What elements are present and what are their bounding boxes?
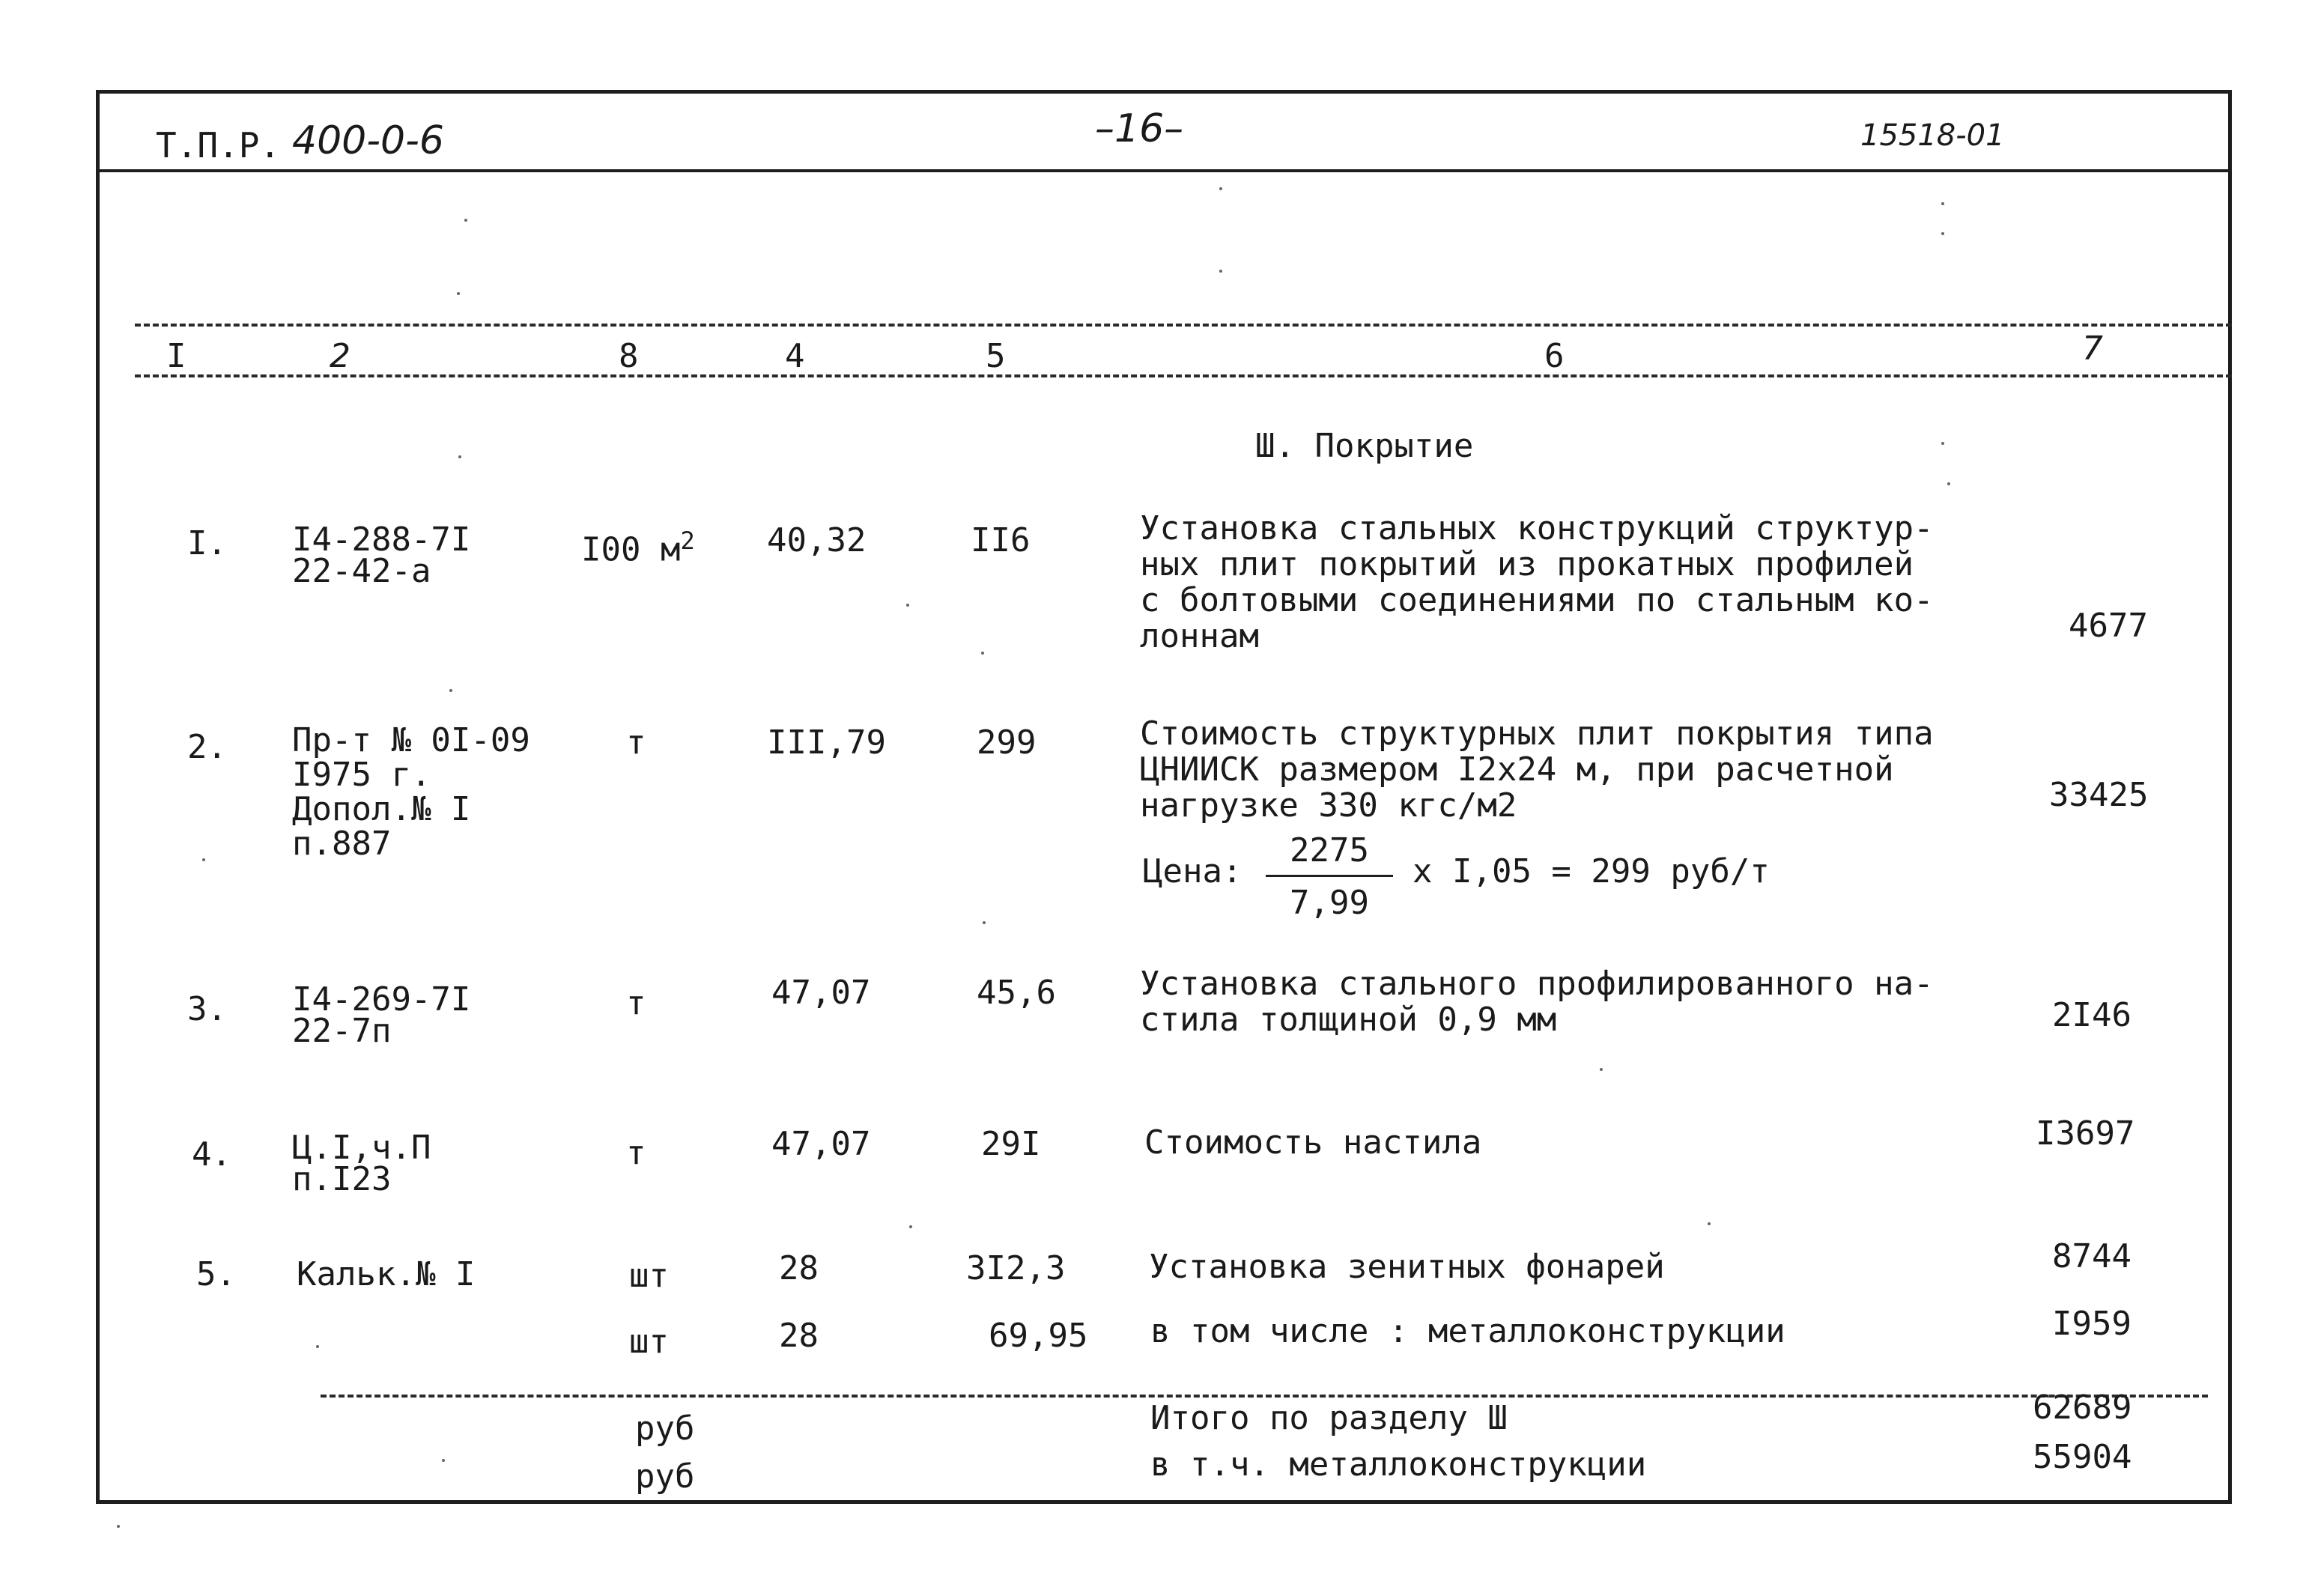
scan-speck — [1219, 270, 1222, 273]
column-number-2: 2 — [330, 337, 351, 375]
scan-speck — [909, 1225, 912, 1228]
column-number-3: 8 — [619, 337, 639, 375]
row-2-price: 299 — [977, 723, 1037, 762]
price-formula-denominator: 7,99 — [1290, 884, 1369, 922]
column-header-bottom-rule — [135, 374, 2232, 377]
row-5-code: Кальк.№ I — [297, 1255, 476, 1293]
column-header-top-rule — [135, 324, 2232, 327]
row-3-number: 3. — [187, 990, 227, 1028]
row-5b-unit: шт — [629, 1323, 669, 1361]
row-3-unit: т — [626, 984, 646, 1022]
row-1-code: I4-288-7I 22-42-а — [292, 521, 471, 590]
scan-speck — [464, 219, 467, 222]
summary-2-label: в т.ч. металлоконструкции — [1150, 1445, 1647, 1484]
row-5-qty: 28 — [779, 1249, 819, 1287]
row-5b-description: в том числе : металлоконструкции — [1150, 1312, 1785, 1350]
row-5b-qty: 28 — [779, 1317, 819, 1355]
row-4-description: Стоимость настила — [1144, 1123, 1482, 1162]
scan-speck — [449, 689, 452, 692]
row-4-total: I3697 — [2036, 1114, 2135, 1153]
scan-speck — [316, 1345, 319, 1348]
row-1-total: 4677 — [2069, 607, 2148, 645]
doc-code-handwritten: 400-0-6 — [292, 118, 444, 163]
price-formula-numerator: 2275 — [1290, 831, 1369, 870]
row-2-code: Пр-т № 0I-09 I975 г. Допол.№ I п.887 — [292, 721, 530, 863]
column-number-7: 7 — [2082, 330, 2103, 368]
doc-code-prefix: Т.П.Р. — [156, 125, 281, 166]
price-formula-label: Цена: — [1143, 852, 1242, 890]
scan-speck — [1941, 202, 1944, 205]
scan-speck — [442, 1459, 445, 1462]
row-5-total: 8744 — [2052, 1237, 2131, 1275]
row-2-total: 33425 — [2049, 776, 2149, 814]
scan-speck — [202, 858, 205, 861]
scan-speck — [457, 292, 460, 295]
row-1-price: II6 — [971, 521, 1031, 559]
row-4-code: Ц.I,ч.П п.I23 — [292, 1129, 431, 1198]
summary-dashed-rule — [321, 1395, 2208, 1398]
row-1-description: Установка стальных конструкций структур- ных плит покрытий из прокатных профилей с болтовыми соединениями по стальным ко- лоннам — [1140, 509, 1934, 655]
scan-speck — [983, 921, 986, 924]
scan-speck — [1941, 232, 1944, 235]
summary-2-unit: руб — [635, 1457, 695, 1496]
scan-speck — [117, 1525, 120, 1528]
row-3-code: I4-269-7I 22-7п — [292, 980, 471, 1050]
price-formula-fraction-bar — [1266, 875, 1393, 877]
summary-1-total: 62689 — [2033, 1389, 2132, 1427]
header-divider — [96, 169, 2232, 172]
row-5-unit: шт — [629, 1257, 669, 1295]
scan-speck — [1941, 442, 1944, 445]
scan-speck — [981, 652, 984, 655]
column-number-4: 4 — [785, 337, 805, 375]
summary-1-label: Итого по разделу Ш — [1150, 1399, 1508, 1437]
row-4-unit: т — [626, 1134, 646, 1172]
scan-speck — [458, 455, 461, 458]
row-1-number: I. — [187, 524, 227, 562]
row-1-qty: 40,32 — [767, 521, 867, 559]
summary-1-unit: руб — [635, 1410, 695, 1448]
row-3-price: 45,6 — [977, 974, 1056, 1012]
archive-number: 15518-01 — [1860, 118, 2005, 153]
column-number-5: 5 — [986, 337, 1006, 375]
row-1-unit: I00 $м^2$ — [581, 527, 695, 569]
row-5b-price: 69,95 — [989, 1317, 1088, 1355]
row-3-qty: 47,07 — [771, 974, 871, 1012]
row-5b-total: I959 — [2052, 1305, 2131, 1343]
price-formula-rest: x I,05 = 299 руб/т — [1413, 852, 1770, 890]
summary-2-total: 55904 — [2033, 1438, 2132, 1476]
row-4-price: 29I — [981, 1125, 1041, 1163]
row-2-number: 2. — [187, 728, 227, 766]
scan-speck — [1708, 1222, 1711, 1225]
scan-speck — [1219, 187, 1222, 190]
row-4-qty: 47,07 — [771, 1125, 871, 1163]
row-5-description: Установка зенитных фонарей — [1149, 1248, 1665, 1286]
row-2-unit: т — [626, 723, 646, 762]
scan-speck — [1600, 1068, 1603, 1071]
column-number-1: I — [166, 337, 186, 375]
section-title: Ш. Покрытие — [1255, 427, 1474, 465]
row-4-number: 4. — [192, 1135, 231, 1174]
column-number-6: 6 — [1544, 337, 1565, 375]
row-2-qty: III,79 — [767, 723, 886, 762]
row-3-total: 2I46 — [2052, 996, 2131, 1034]
row-5-price: 3I2,3 — [966, 1249, 1066, 1287]
row-3-description: Установка стального профилированного на- стила толщиной 0,9 мм — [1140, 965, 1934, 1039]
scan-speck — [906, 604, 909, 607]
row-2-description: Стоимость структурных плит покрытия типа ЦНИИСК размером I2х24 м, при расчетной нагрузке 330 кгс/м2 — [1140, 714, 1934, 825]
page-number: –16– — [1095, 106, 1184, 151]
scan-speck — [1947, 482, 1950, 485]
row-5-number: 5. — [196, 1255, 236, 1293]
